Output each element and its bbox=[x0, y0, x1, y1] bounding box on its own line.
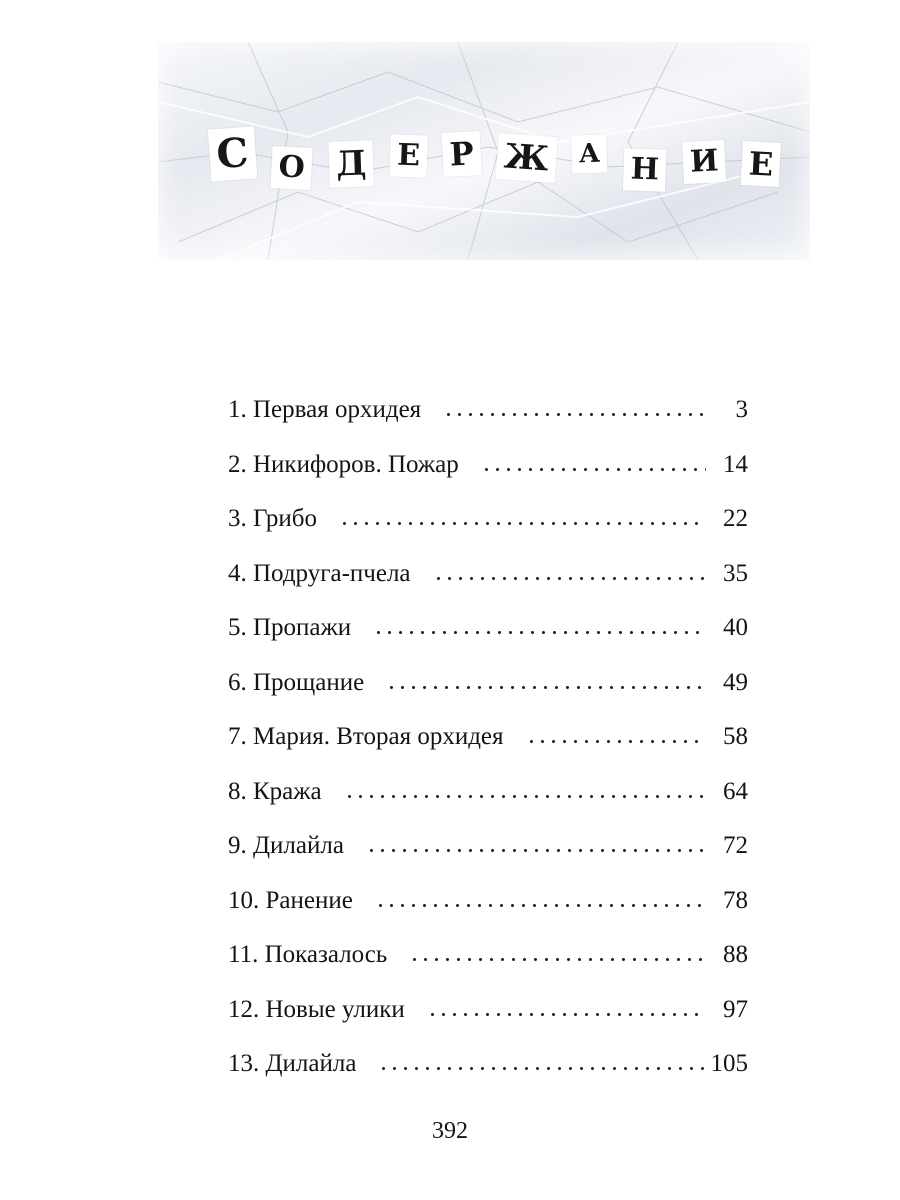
dot-leader bbox=[433, 576, 706, 581]
toc-entry-title: 1. Первая орхидея bbox=[228, 396, 422, 423]
toc-entry-title: 4. Подруга-пчела bbox=[228, 559, 411, 587]
toc-entry[interactable] bbox=[228, 832, 748, 887]
dot-leader bbox=[427, 1012, 706, 1017]
dot-leader bbox=[366, 848, 706, 853]
toc-entry-title: 5. Пропажи bbox=[228, 614, 352, 641]
dot-leader bbox=[339, 521, 706, 526]
toc-entry-page: 35 bbox=[723, 559, 748, 587]
toc-entry-page: 78 bbox=[723, 886, 748, 914]
toc-entry[interactable] bbox=[228, 505, 748, 560]
toc-entry-title: 10. Ранение bbox=[228, 886, 353, 914]
dot-leader bbox=[375, 903, 706, 908]
toc-entry-title: 6. Прощание bbox=[228, 668, 365, 696]
contents-header-banner bbox=[158, 42, 810, 260]
heading-letter: С bbox=[208, 126, 257, 181]
toc-entry-page: 22 bbox=[723, 505, 748, 532]
toc-entry[interactable] bbox=[228, 560, 748, 615]
toc-entry-page: 88 bbox=[723, 941, 748, 968]
dot-leader bbox=[409, 957, 706, 962]
table-of-contents bbox=[228, 396, 748, 1105]
toc-entry[interactable] bbox=[228, 614, 748, 669]
heading-letter: Ж bbox=[496, 133, 558, 183]
toc-entry[interactable] bbox=[228, 941, 748, 996]
toc-entry-title: 7. Мария. Вторая орхидея bbox=[228, 723, 504, 750]
toc-entry-page: 3 bbox=[735, 396, 748, 423]
toc-entry-page: 105 bbox=[710, 1050, 748, 1077]
toc-entry[interactable] bbox=[228, 451, 748, 506]
toc-entry[interactable] bbox=[228, 723, 748, 778]
toc-entry-page: 14 bbox=[723, 450, 748, 478]
contents-heading bbox=[210, 128, 780, 192]
dot-leader bbox=[443, 412, 706, 417]
toc-entry-page: 58 bbox=[723, 723, 748, 750]
heading-letter: Н bbox=[623, 148, 667, 191]
heading-letter: И bbox=[682, 140, 726, 184]
toc-entry[interactable] bbox=[228, 887, 748, 942]
toc-entry-title: 13. Дилайла bbox=[228, 1050, 357, 1077]
toc-entry-title: 2. Никифоров. Пожар bbox=[228, 450, 459, 478]
dot-leader bbox=[386, 685, 706, 690]
dot-leader bbox=[481, 467, 706, 472]
toc-entry-page: 64 bbox=[723, 777, 748, 805]
toc-entry[interactable] bbox=[228, 396, 748, 451]
toc-entry[interactable] bbox=[228, 669, 748, 724]
heading-letter: Р bbox=[441, 131, 481, 177]
heading-letter: А bbox=[572, 134, 608, 173]
page-number: 392 bbox=[432, 1118, 468, 1144]
toc-entry[interactable] bbox=[228, 1050, 748, 1105]
toc-entry-title: 12. Новые улики bbox=[228, 995, 405, 1023]
dot-leader bbox=[344, 794, 706, 799]
toc-entry-page: 49 bbox=[723, 668, 748, 696]
toc-entry-page: 97 bbox=[723, 995, 748, 1023]
toc-entry-title: 11. Показалось bbox=[228, 941, 388, 968]
heading-letter: О bbox=[271, 146, 313, 190]
toc-entry-title: 8. Кража bbox=[228, 777, 322, 805]
toc-entry-page: 40 bbox=[723, 614, 748, 641]
toc-entry-title: 3. Грибо bbox=[228, 505, 317, 532]
dot-leader bbox=[373, 630, 706, 635]
heading-letter: Д bbox=[328, 140, 374, 188]
heading-letter: Е bbox=[389, 134, 427, 177]
toc-entry[interactable] bbox=[228, 778, 748, 833]
toc-entry[interactable] bbox=[228, 996, 748, 1051]
toc-entry-title: 9. Дилайла bbox=[228, 832, 344, 859]
dot-leader bbox=[378, 1066, 706, 1071]
heading-letter: Е bbox=[740, 141, 781, 187]
toc-entry-page: 72 bbox=[723, 832, 748, 859]
dot-leader bbox=[526, 739, 706, 744]
